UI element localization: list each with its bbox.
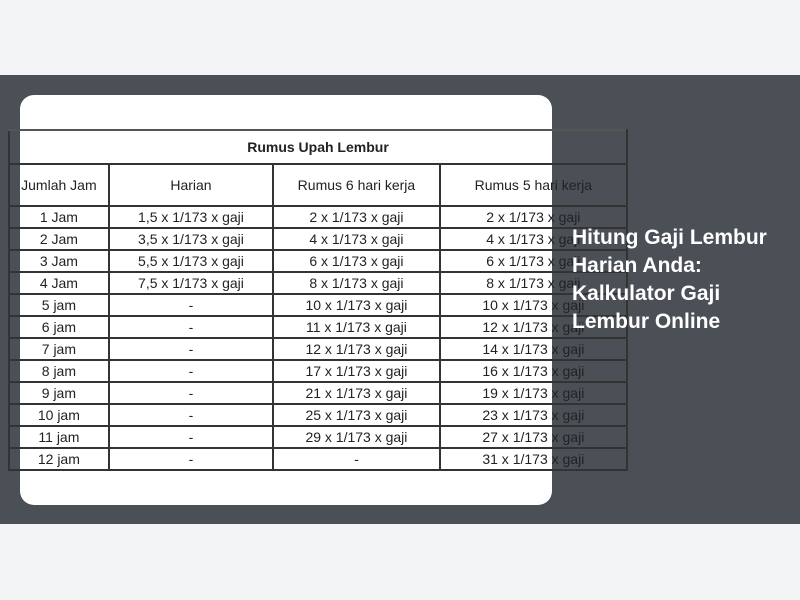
table-cell: 23 x 1/173 x gaji: [440, 404, 627, 426]
table-row: [9, 338, 627, 360]
table-cell: -: [273, 448, 440, 470]
table-cell: 8 jam: [9, 360, 109, 382]
table-cell: 21 x 1/173 x gaji: [273, 382, 440, 404]
table-cell: 3 Jam: [9, 250, 109, 272]
table-row: [9, 250, 627, 272]
table-cell: -: [109, 294, 273, 316]
table-row: [9, 294, 627, 316]
table-body: [9, 206, 627, 470]
table-header-row: [9, 164, 627, 206]
column-header-harian: Harian: [109, 164, 273, 206]
table-cell: 27 x 1/173 x gaji: [440, 426, 627, 448]
table-cell: 12 x 1/173 x gaji: [440, 316, 627, 338]
table-cell: 10 x 1/173 x gaji: [440, 294, 627, 316]
table-cell: 31 x 1/173 x gaji: [440, 448, 627, 470]
table-row: [9, 360, 627, 382]
table-title: Rumus Upah Lembur: [9, 130, 627, 164]
column-header-jumlah-jam: Jumlah Jam: [9, 164, 109, 206]
overtime-formula-table: [8, 129, 628, 471]
table-cell: 14 x 1/173 x gaji: [440, 338, 627, 360]
table-cell: 10 jam: [9, 404, 109, 426]
table-row: [9, 448, 627, 470]
table-cell: 12 jam: [9, 448, 109, 470]
table-cell: 7,5 x 1/173 x gaji: [109, 272, 273, 294]
table-cell: 12 x 1/173 x gaji: [273, 338, 440, 360]
table-cell: 6 x 1/173 x gaji: [273, 250, 440, 272]
table-row: [9, 206, 627, 228]
table-cell: -: [109, 448, 273, 470]
table-cell: 25 x 1/173 x gaji: [273, 404, 440, 426]
table-cell: -: [109, 404, 273, 426]
table-cell: 16 x 1/173 x gaji: [440, 360, 627, 382]
table-row: [9, 426, 627, 448]
column-header-5-hari: Rumus 5 hari kerja: [440, 164, 627, 206]
table-cell: 9 jam: [9, 382, 109, 404]
table-cell: 1,5 x 1/173 x gaji: [109, 206, 273, 228]
table-cell: 3,5 x 1/173 x gaji: [109, 228, 273, 250]
table-cell: -: [109, 338, 273, 360]
table-cell: -: [109, 316, 273, 338]
table-cell: -: [109, 426, 273, 448]
table-cell: 4 x 1/173 x gaji: [440, 228, 627, 250]
table-cell: -: [109, 360, 273, 382]
table-cell: 4 x 1/173 x gaji: [273, 228, 440, 250]
table-cell: 29 x 1/173 x gaji: [273, 426, 440, 448]
table-cell: 5 jam: [9, 294, 109, 316]
table-row: [9, 228, 627, 250]
table-cell: 2 x 1/173 x gaji: [440, 206, 627, 228]
table-cell: 6 x 1/173 x gaji: [440, 250, 627, 272]
table-cell: 17 x 1/173 x gaji: [273, 360, 440, 382]
table-cell: 19 x 1/173 x gaji: [440, 382, 627, 404]
overtime-formula-table-wrap: [8, 129, 628, 471]
table-cell: 2 x 1/173 x gaji: [273, 206, 440, 228]
table-row: [9, 316, 627, 338]
table-cell: 8 x 1/173 x gaji: [440, 272, 627, 294]
column-header-6-hari: Rumus 6 hari kerja: [273, 164, 440, 206]
table-row: [9, 404, 627, 426]
table-cell: 10 x 1/173 x gaji: [273, 294, 440, 316]
table-cell: 7 jam: [9, 338, 109, 360]
table-title-row: [9, 130, 627, 164]
table-cell: 11 jam: [9, 426, 109, 448]
table-cell: 1 Jam: [9, 206, 109, 228]
table-cell: 6 jam: [9, 316, 109, 338]
table-cell: 11 x 1/173 x gaji: [273, 316, 440, 338]
overtime-formula-image-card: [20, 95, 593, 505]
table-cell: 4 Jam: [9, 272, 109, 294]
table-cell: 2 Jam: [9, 228, 109, 250]
article-headline[interactable]: Hitung Gaji Lembur Harian Anda: Kalkulator Gaji Lembur Online: [572, 226, 767, 333]
table-cell: 5,5 x 1/173 x gaji: [109, 250, 273, 272]
table-row: [9, 382, 627, 404]
table-cell: 8 x 1/173 x gaji: [273, 272, 440, 294]
table-cell: -: [109, 382, 273, 404]
table-row: [9, 272, 627, 294]
